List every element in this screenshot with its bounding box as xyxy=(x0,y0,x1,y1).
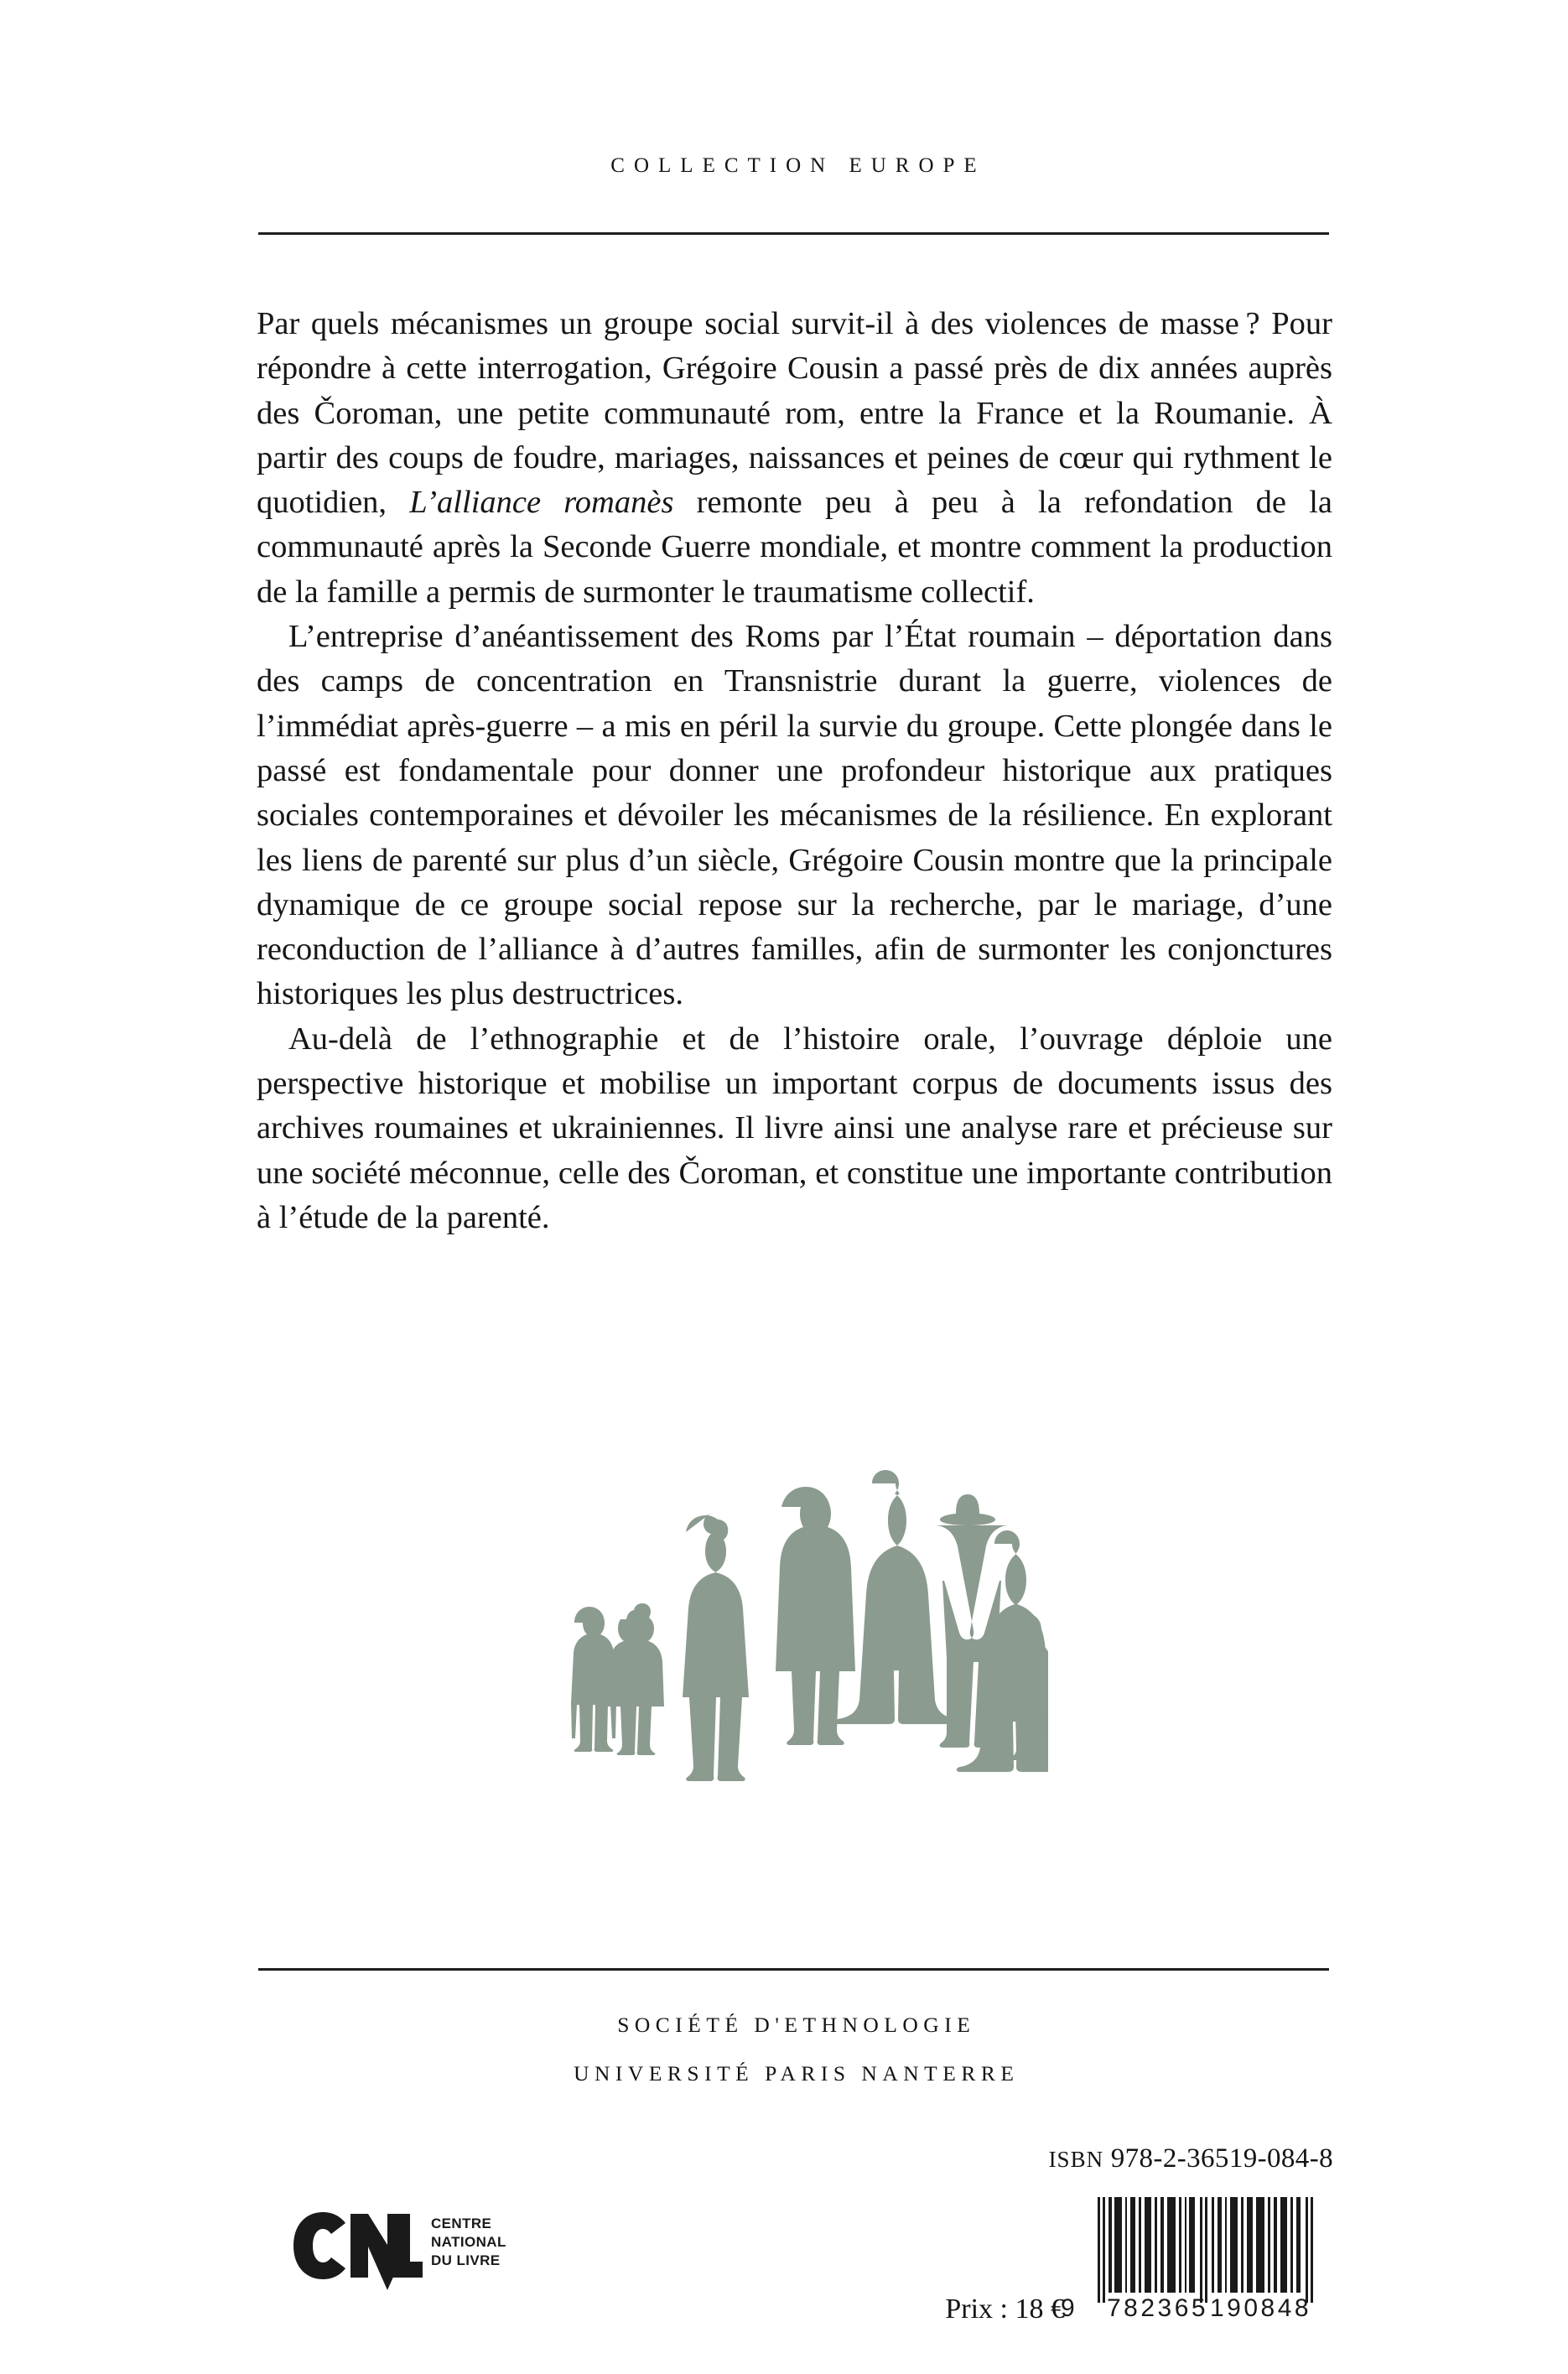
isbn-value: 978-2-36519-084-8 xyxy=(1110,2143,1333,2174)
price-line xyxy=(721,2293,1065,2325)
barcode-right-group: 190848 xyxy=(1210,2294,1312,2322)
family-group-silhouette-illustration xyxy=(537,1455,1048,1816)
cnl-logo xyxy=(270,2205,513,2310)
footer-divider xyxy=(258,1968,1329,1971)
blurb-paragraph-1: Par quels mécanismes un groupe social survit-il à des violences de masse ? Pour répondre à cette interrogation, Grégoire Cousin a passé près de dix années auprès des Čoroman, une petite communauté rom, entre la France et la Roumanie. À partir des coups de foudre, mariages, naissances et peines de cœur qui rythment le quotidien, L’alliance romanès remonte peu à peu à la refondation de la communauté après la Seconde Guerre mondiale, et montre comment la production de la famille a permis de surmonter le traumatisme collectif. xyxy=(257,306,1332,610)
barcode-digits xyxy=(1061,2294,1329,2323)
cnl-text-line-1: CENTRE xyxy=(431,2216,492,2231)
publisher-affiliation: UNIVERSITÉ PARIS NANTERRE xyxy=(574,2061,1020,2086)
cnl-text-line-3: DU LIVRE xyxy=(431,2252,501,2268)
blurb-paragraph-2: L’entreprise d’anéantissement des Roms par l’État roumain – déportation dans des camps de concentration en Transnistrie durant la guerre, violences de l’immédiat après-guerre – a mis en péril la survie du groupe. Cette plongée dans le passé est fondamentale pour donner une profondeur historique aux pratiques sociales contemporaines et dévoiler les mécanismes de la résilience. En explorant les liens de parenté sur plus d’un siècle, Grégoire Cousin montre que la principale dynamique de ce groupe social repose sur la recherche, par le mariage, d’une reconduction de l’alliance à d’autres familles, afin de surmonter les conjonctures historiques les plus destructrices. xyxy=(257,619,1332,1012)
cnl-text-line-2: NATIONAL xyxy=(431,2234,506,2250)
book-title-italic: L’alliance romanès xyxy=(409,485,674,521)
isbn-line xyxy=(839,2143,1333,2174)
isbn-label: ISBN xyxy=(1048,2147,1104,2172)
price-amount: 18 xyxy=(1015,2293,1044,2325)
barcode-left-group: 782365 xyxy=(1107,2294,1209,2322)
publisher-name: SOCIÉTÉ D'ETHNOLOGIE xyxy=(617,2013,976,2037)
price-label: Prix : xyxy=(945,2293,1008,2325)
barcode-lead-digit: 9 xyxy=(1061,2294,1075,2322)
price-currency: € xyxy=(1051,2293,1065,2325)
collection-title: COLLECTION EUROPE xyxy=(610,154,986,177)
blurb-paragraph-3: Au-delà de l’ethnographie et de l’histoire orale, l’ouvrage déploie une perspective historique et mobilise un important corpus de documents issus des archives roumaines et ukrainiennes. Il livre ainsi une analyse rare et précieuse sur une société méconnue, celle des Čoroman, et constitue une importante contribution à l’étude de la parenté. xyxy=(257,1021,1332,1235)
blurb-text xyxy=(257,302,1332,1240)
cnl-letter-c xyxy=(293,2212,345,2279)
cnl-letter-l xyxy=(392,2214,423,2278)
header-divider xyxy=(258,232,1329,235)
